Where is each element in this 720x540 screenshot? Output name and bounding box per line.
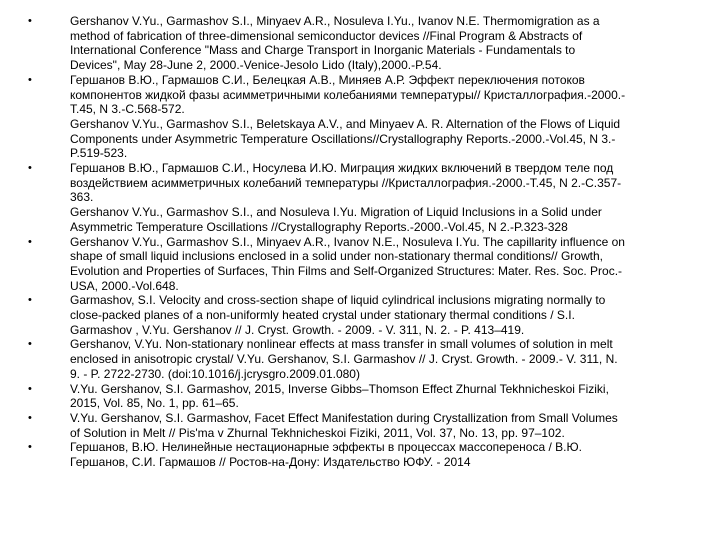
reference-line: International Conference "Mass and Charge Transport in Inorganic Materials - Fundamentals to	[70, 43, 576, 58]
bullet-icon: •	[28, 294, 32, 307]
reference-line: Гершанов В.Ю., Гармашов С.И., Белецкая А.В., Миняев А.Р. Эффект переключения потоков	[70, 72, 585, 87]
reference-line: Гершанов, В.Ю. Нелинейные нестационарные эффекты в процессах массопереноса / В.Ю.	[70, 440, 582, 455]
reference-line: воздействием асимметричных колебаний температуры //Кристаллография.-2000.-Т.45, N 2.-С.357-	[70, 175, 622, 190]
bullet-icon: •	[28, 338, 32, 351]
reference-line: V.Yu. Gershanov, S.I. Garmashov, 2015, Inverse Gibbs–Thomson Effect Zhurnal Tekhnicheskoi Fiziki,	[70, 381, 609, 396]
bullet-icon: •	[28, 235, 32, 248]
reference-line: Т.45, N 3.-С.568-572.	[70, 102, 185, 117]
reference-text	[70, 411, 688, 440]
reference-text	[70, 293, 688, 337]
reference-line: Gershanov V.Yu., Garmashov S.I., Beletskaya A.V., and Minyaev A. R. Alternation of the Flows of Liquid	[70, 116, 621, 131]
reference-line: компонентов жидкой фазы асимметричными колебаниями температуры// Кристаллография.-2000.-	[70, 87, 626, 102]
reference-text	[70, 14, 688, 73]
reference-line: Гершанов В.Ю., Гармашов С.И., Носулева И.Ю. Миграция жидких включений в твердом теле под	[70, 161, 614, 176]
bullet-icon: •	[28, 382, 32, 395]
reference-text	[70, 382, 688, 411]
reference-line: Garmashov , V.Yu. Gershanov // J. Cryst. Growth. - 2009. - V. 311, N. 2. - P. 413–419.	[70, 322, 525, 337]
reference-text	[70, 337, 688, 381]
reference-line: close-packed planes of a non-uniformly heated crystal under stationary thermal conditions / S.I.	[70, 308, 575, 323]
reference-item-5	[28, 293, 688, 337]
reference-text	[70, 73, 688, 161]
reference-text	[70, 235, 688, 294]
bullet-icon: •	[28, 441, 32, 454]
reference-line: Gershanov V.Yu., Garmashov S.I., Minyaev A.R., Nosuleva I.Yu., Ivanov N.E. Thermomigration as a	[70, 14, 600, 28]
reference-line: 363.	[70, 190, 94, 205]
reference-line: V.Yu. Gershanov, S.I. Garmashov, Facet Effect Manifestation during Crystallization from Small Volumes	[70, 410, 618, 425]
reference-item-1	[28, 14, 688, 73]
reference-line: Components under Asymmetric Temperature Oscillations//Crystallography Reports.-2000.-Vol.45, N 3.-	[70, 131, 616, 146]
reference-line: Gershanov, V.Yu. Non-stationary nonlinear effects at mass transfer in small volumes of solution in melt	[70, 337, 613, 352]
reference-item-8	[28, 411, 688, 440]
reference-line: Gershanov V.Yu., Garmashov S.I., Minyaev A.R., Ivanov N.E., Nosuleva I.Yu. The capillarity influence on	[70, 234, 625, 249]
reference-line: Asymmetric Temperature Oscillations //Crystallography Reports.-2000.-Vol.45, N 2.-P.323-328	[70, 219, 568, 234]
reference-line: USA, 2000.-Vol.648.	[70, 278, 179, 293]
reference-line: 9. - P. 2722-2730. (doi:10.1016/j.jcrysgro.2009.01.080)	[70, 366, 360, 381]
reference-text	[70, 440, 688, 469]
reference-item-7	[28, 382, 688, 411]
reference-line: Evolution and Properties of Surfaces, Thin Films and Self-Organized Structures: Mater. Res. Soc. Proc.-	[70, 263, 623, 278]
bullet-icon: •	[28, 411, 32, 424]
reference-line: Garmashov, S.I. Velocity and cross-section shape of liquid cylindrical inclusions migrating normally to	[70, 293, 606, 308]
reference-text	[70, 161, 688, 235]
bullet-icon: •	[28, 73, 32, 86]
reference-line: 2015, Vol. 85, No. 1, pp. 61–65.	[70, 396, 239, 411]
reference-line: Devices", May 28-June 2, 2000.-Venice-Jesolo Lido (Italy),2000.-P.54.	[70, 58, 442, 73]
reference-line: of Solution in Melt // Pis'ma v Zhurnal Tekhnicheskoi Fiziki, 2011, Vol. 37, No. 13, pp. 97–102.	[70, 425, 565, 440]
reference-line: Gershanov V.Yu., Garmashov S.I., and Nosuleva I.Yu. Migration of Liquid Inclusions in a Solid under	[70, 205, 602, 220]
reference-list	[28, 14, 688, 470]
reference-item-6	[28, 337, 688, 381]
reference-line: enclosed in anisotropic crystal/ V.Yu. Gershanov, S.I. Garmashov // J. Cryst. Growth. - 2009.- V. 311, N.	[70, 352, 618, 367]
bullet-icon: •	[28, 15, 32, 27]
reference-line: shape of small liquid inclusions enclosed in a solid under non-stationary thermal conditions// Growth,	[70, 249, 603, 264]
reference-item-3	[28, 161, 688, 235]
reference-line: method of fabrication of three-dimensional semiconductor devices //Final Program & Abstracts of	[70, 28, 583, 43]
reference-line: Гершанов, С.И. Гармашов // Ростов-на-Дону: Издательство ЮФУ. - 2014	[70, 455, 471, 470]
reference-item-9	[28, 440, 688, 469]
reference-line: P.519-523.	[70, 146, 128, 161]
bullet-icon: •	[28, 162, 32, 175]
reference-item-4	[28, 235, 688, 294]
reference-item-2	[28, 73, 688, 161]
